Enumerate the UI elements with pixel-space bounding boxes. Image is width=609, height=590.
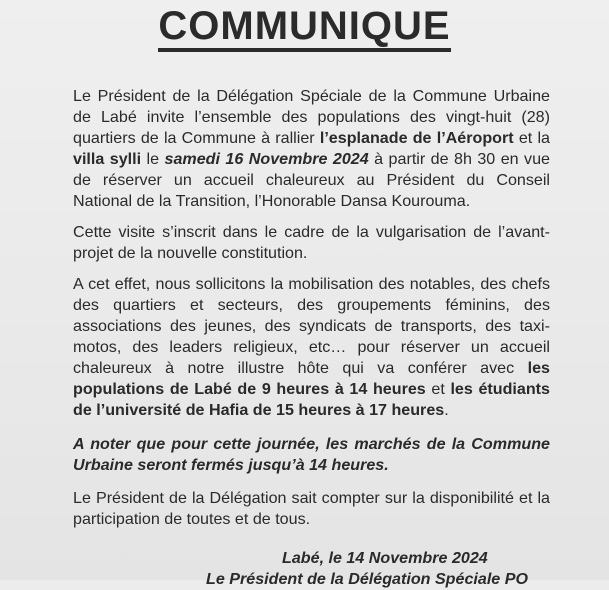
p3-text-e: .	[444, 401, 449, 419]
place-and-date: Labé, le 14 Novembre 2024	[282, 549, 488, 567]
document-body	[73, 86, 550, 544]
p1-location-villa: villa sylli	[73, 150, 142, 168]
paragraph-closing: Le Président de la Délégation sait compter sur la disponibilité et la participation de toutes et de tous.	[73, 489, 550, 528]
p3-text-a: A cet effet, nous sollicitons la mobilisation des notables, des chefs des quartiers et secteurs, des groupements féminins, des associations des jeunes, des syndicats de transports, des taxi-motos, des leaders religieux, etc… pour réserver un accueil chaleureux à notre illustre hôte qui va conférer avec	[73, 275, 550, 377]
paragraph-invitation	[73, 86, 550, 212]
p1-text-a: Le Président de la Délégation Spéciale de la Commune Urbaine de Labé invite l’ensemble des populations des vingt-huit (28) quartiers de la Commune à rallier	[73, 87, 550, 147]
p3-schedule-populations: les populations de Labé de 9 heures à 14 heures	[73, 359, 550, 398]
signatory: Le Président de la Délégation Spéciale PO	[206, 570, 528, 588]
document-title: COMMUNIQUE	[158, 6, 450, 52]
p1-location-esplanade: l’esplanade de l’Aéroport	[319, 129, 514, 147]
p3-text-c: et	[425, 380, 451, 398]
paragraph-context: Cette visite s’inscrit dans le cadre de la vulgarisation de l’avant-projet de la nouvelle constitution.	[73, 223, 550, 262]
paragraph-mobilisation	[73, 274, 550, 421]
p1-text-g: à partir de 8h 30 en vue de réserver un accueil chaleureux au Président du Conseil National de la Transition, l’Honorable Dansa Kourouma.	[73, 150, 550, 210]
p1-text-e: le	[141, 150, 165, 168]
p3-schedule-students: les étudiants de l’université de Hafia de 15 heures à 17 heures	[73, 380, 550, 419]
p1-text-c: et la	[513, 129, 550, 147]
p1-event-date: samedi 16 Novembre 2024	[164, 150, 369, 168]
paragraph-markets-notice: A noter que pour cette journée, les marchés de la Commune Urbaine seront fermés jusqu’à 14 heures.	[73, 435, 550, 474]
title-block	[0, 6, 609, 52]
